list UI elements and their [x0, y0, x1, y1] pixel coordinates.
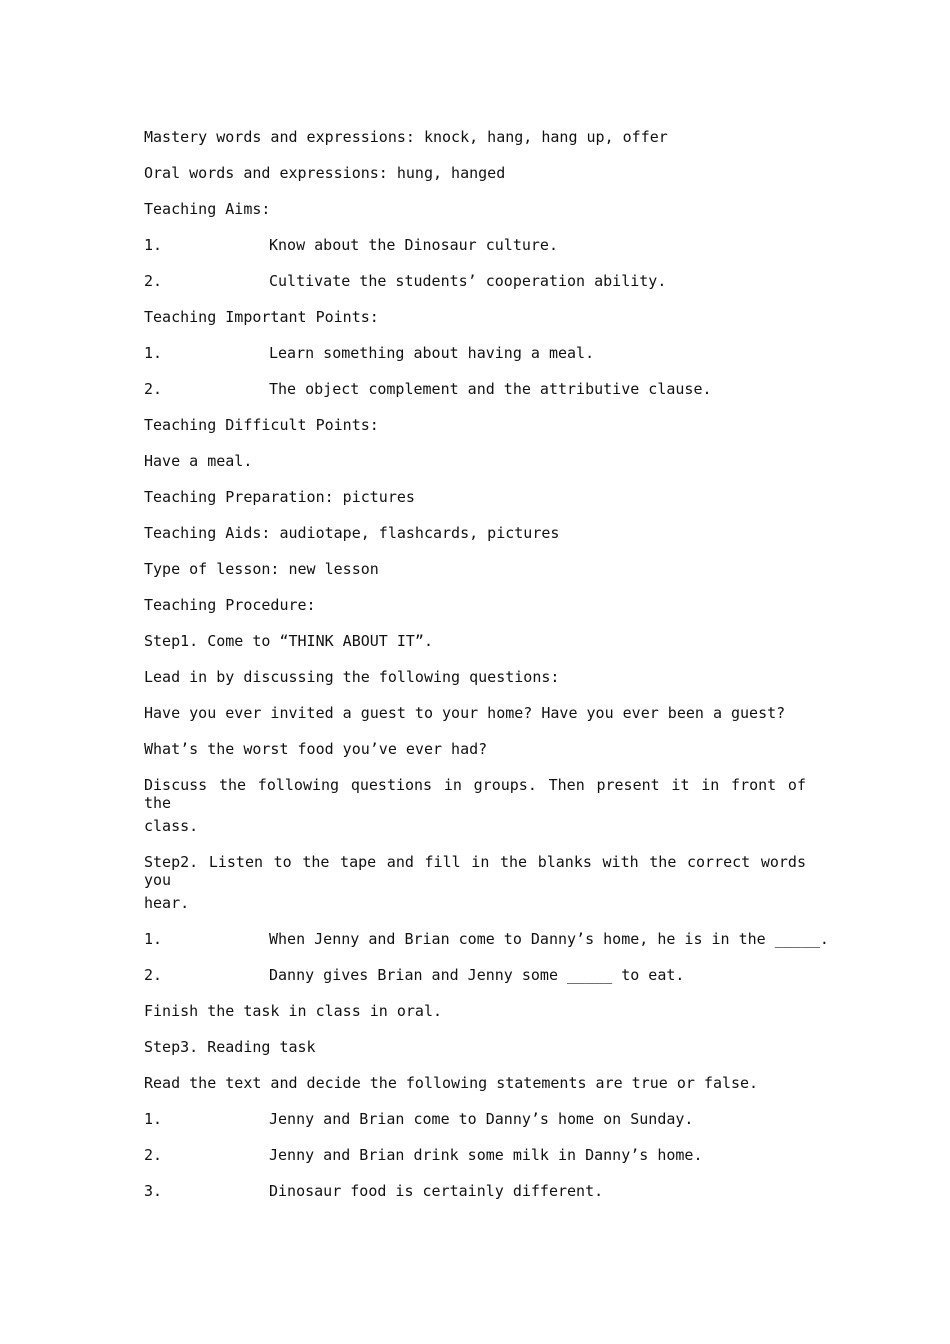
- step3-line: Step3. Reading task: [144, 1038, 316, 1056]
- statement-number: 1.: [144, 1110, 163, 1128]
- discuss-line-end: class.: [144, 817, 199, 835]
- blank-number: 1.: [144, 930, 163, 948]
- lead-in-line: Lead in by discussing the following questions:: [144, 668, 560, 686]
- aim-number: 1.: [144, 236, 163, 254]
- blank-number: 2.: [144, 966, 163, 984]
- discuss-line: Discuss the following questions in groups. Then present it in front of the: [144, 776, 806, 812]
- statement-text: Jenny and Brian drink some milk in Danny’s home.: [269, 1146, 703, 1164]
- important-number: 2.: [144, 380, 163, 398]
- statement-number: 2.: [144, 1146, 163, 1164]
- difficult-text: Have a meal.: [144, 452, 253, 470]
- read-instruction: Read the text and decide the following statements are true or false.: [144, 1074, 759, 1092]
- statement-text: Jenny and Brian come to Danny’s home on Sunday.: [269, 1110, 694, 1128]
- question-line: Have you ever invited a guest to your home? Have you ever been a guest?: [144, 704, 786, 722]
- statement-text: Dinosaur food is certainly different.: [269, 1182, 604, 1200]
- question-line: What’s the worst food you’ve ever had?: [144, 740, 488, 758]
- blank-text: Danny gives Brian and Jenny some _____ to eat.: [269, 966, 685, 984]
- step2-line-end: hear.: [144, 894, 190, 912]
- type-line: Type of lesson: new lesson: [144, 560, 379, 578]
- important-text: Learn something about having a meal.: [269, 344, 595, 362]
- step1-line: Step1. Come to “THINK ABOUT IT”.: [144, 632, 433, 650]
- mastery-line: Mastery words and expressions: knock, hang, hang up, offer: [144, 128, 668, 146]
- aim-text: Know about the Dinosaur culture.: [269, 236, 558, 254]
- aids-line: Teaching Aids: audiotape, flashcards, pictures: [144, 524, 560, 542]
- important-heading: Teaching Important Points:: [144, 308, 379, 326]
- statement-number: 3.: [144, 1182, 163, 1200]
- important-text: The object complement and the attributive clause.: [269, 380, 712, 398]
- important-number: 1.: [144, 344, 163, 362]
- procedure-heading: Teaching Procedure:: [144, 596, 316, 614]
- aim-number: 2.: [144, 272, 163, 290]
- difficult-heading: Teaching Difficult Points:: [144, 416, 379, 434]
- oral-line: Oral words and expressions: hung, hanged: [144, 164, 506, 182]
- aim-text: Cultivate the students’ cooperation ability.: [269, 272, 667, 290]
- preparation-line: Teaching Preparation: pictures: [144, 488, 415, 506]
- aims-heading: Teaching Aims:: [144, 200, 271, 218]
- step2-line: Step2. Listen to the tape and fill in the blanks with the correct words you: [144, 853, 806, 889]
- blank-text: When Jenny and Brian come to Danny’s home, he is in the _____.: [269, 930, 829, 948]
- finish-line: Finish the task in class in oral.: [144, 1002, 443, 1020]
